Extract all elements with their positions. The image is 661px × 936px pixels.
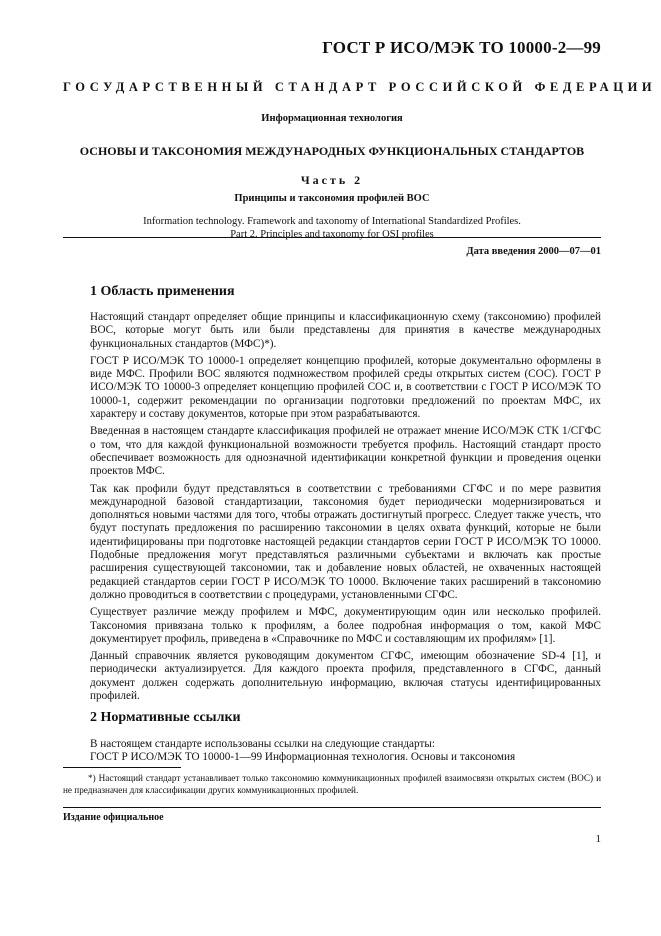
section-2-body: [90, 738, 601, 765]
introduction-date: Дата введения 2000—07—01: [466, 246, 601, 257]
paragraph: Так как профили будут представляться в соответствии с требованиями СГФС и по мере развития международной базовой стандартизации, таксономия будет периодически модернизироваться и дополняться новыми частями для того, чтобы отражать достигнутый прогресс. Следует также учесть, что будут поступать предложения по расширению таксономии в целях охвата функций, которые не были идентифицированы при подготовке настоящей редакции стандартов серии ГОСТ Р ИСО/МЭК ТО 10000. Подобные предложения могут представляться различными субъектами и включать как простые расширения существующей таксономии, так и добавление новых областей, не охваченных настоящей редакцией стандартов серии ГОСТ Р ИСО/МЭК ТО 10000. Включение таких расширений в таксономию должно проводиться в соответствии с процедурами, установленными СГФС.: [90, 482, 601, 601]
paragraph: Введенная в настоящем стандарте классификация профилей не отражает мнение ИСО/МЭК СТК 1/СГФС о том, что для каждой функциональной возможности требуется профиль. Настоящий стандарт просто обеспечивает возможность для однозначной идентификации конкретной функции и проведения оценки проектов МФС.: [90, 425, 601, 478]
footer-divider: [63, 807, 601, 808]
paragraph: ГОСТ Р ИСО/МЭК ТО 10000-1—99 Информационная технология. Основы и таксономия: [90, 751, 516, 764]
english-title-line-1: Information technology. Framework and taxonomy of International Standardized Profiles.: [143, 216, 521, 227]
paragraph: Существует различие между профилем и МФС, документирующим один или несколько профилей. Таксономия привязана только к профилям, а более подробная информация о том, какой МФС документирует профиль, приведена в «Справочнике по МФС и составляющим их профилям» [1].: [90, 606, 601, 645]
part-number: Часть 2: [300, 173, 364, 187]
title-block: [63, 112, 601, 241]
main-title: ОСНОВЫ И ТАКСОНОМИЯ МЕЖДУНАРОДНЫХ ФУНКЦИОНАЛЬНЫХ СТАНДАРТОВ: [79, 144, 585, 158]
section-1-body: [90, 311, 601, 707]
series-title: Информационная технология: [261, 113, 403, 124]
english-title-line-2: Part 2. Principles and taxonomy for OSI profiles: [230, 229, 434, 240]
paragraph: Настоящий стандарт определяет общие принципы и классификационную схему (таксономию) профилей ВОС, которые могут быть или были представлены для принятия в качестве международных функциональных стандартов (МФС)*).: [90, 311, 601, 350]
paragraph: Данный справочник является руководящим документом СГФС, имеющим обозначение SD-4 [1], и периодически актуализируется. Для каждого проекта профиля, представленного в СГФС, данный документ должен содержать дополнительную информацию, включая статусы идентифицированных профилей.: [90, 650, 601, 703]
state-standard-banner: ГОСУДАРСТВЕННЫЙ СТАНДАРТ РОССИЙСКОЙ ФЕДЕРАЦИИ: [63, 80, 657, 94]
page-number: 1: [595, 833, 601, 845]
paragraph: ГОСТ Р ИСО/МЭК ТО 10000-1 определяет концепцию профилей, которые документально оформлены в виде МФС. Профили ВОС являются подмножеством профилей среды открытых систем (СОС). ГОСТ Р ИСО/МЭК ТО 10000-3 определяет концепцию профилей СОС и, в соответствии с ГОСТ Р ИСО/МЭК ТО 10000-1, содержит рекомендации по организации подготовки предложений по проектам МФС, их характеру и составу документов, которые при этом разрабатываются.: [90, 354, 601, 421]
paragraph: В настоящем стандарте использованы ссылки на следующие стандарты:: [90, 738, 435, 750]
document-number: ГОСТ Р ИСО/МЭК ТО 10000-2—99: [322, 38, 601, 57]
part-title: Принципы и таксономия профилей ВОС: [234, 193, 430, 204]
section-1-heading: 1 Область применения: [90, 284, 235, 299]
footnote: *) Настоящий стандарт устанавливает только таксономию коммуникационных профилей взаимосвязи открытых систем (ВОС) и не предназначен для классификации других коммуникационных профилей.: [63, 773, 601, 795]
footnote-divider: [63, 767, 181, 768]
section-2-heading: 2 Нормативные ссылки: [90, 710, 241, 725]
header-divider: [63, 237, 601, 238]
official-edition-label: Издание официальное: [63, 812, 164, 823]
